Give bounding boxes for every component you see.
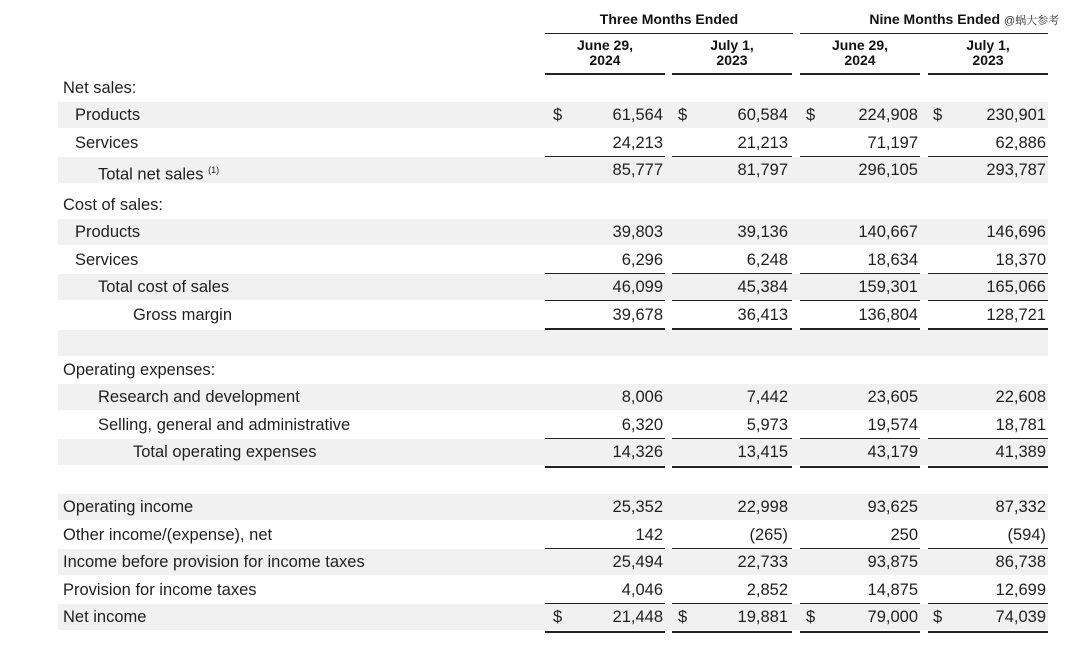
cell-value: 43,179 (867, 443, 918, 461)
cell-value: 85,777 (612, 161, 663, 179)
cell-value: (594) (1007, 526, 1046, 544)
cell-value: 224,908 (858, 106, 918, 124)
row-label: Services (75, 134, 139, 152)
col-header-4-line2: 2023 (972, 52, 1004, 68)
cell-value: 22,998 (737, 498, 788, 516)
cell-value: 296,105 (858, 161, 918, 179)
double-rule (928, 328, 1048, 330)
table-row (0, 577, 1080, 603)
currency-symbol: $ (678, 608, 688, 626)
cell-value: 74,039 (995, 608, 1046, 626)
cell-value: 19,881 (737, 608, 788, 626)
table-row (0, 604, 1080, 630)
cell-value: 146,696 (986, 223, 1046, 241)
cell-value: 165,066 (986, 278, 1046, 296)
section-label-cost-of-sales: Cost of sales: (63, 196, 163, 214)
currency-symbol: $ (806, 106, 816, 124)
double-rule (672, 328, 792, 330)
cell-value: 22,608 (995, 388, 1046, 406)
subtotal-rule (672, 300, 792, 301)
col-header-3-line2: 2024 (844, 52, 876, 68)
row-label-total-net-sales (98, 157, 219, 188)
cell-value: 41,389 (995, 443, 1046, 461)
table-row (0, 75, 1080, 101)
table-row (0, 130, 1080, 156)
subtotal-rule (928, 300, 1048, 301)
cell-value: 39,136 (737, 223, 788, 241)
cell-value: 6,296 (621, 251, 663, 269)
cell-value: 61,564 (612, 106, 663, 124)
cell-value: 8,006 (621, 388, 663, 406)
row-label: Total net sales (98, 165, 204, 184)
header-three-months: Three Months Ended (599, 11, 739, 27)
currency-symbol: $ (553, 106, 563, 124)
cell-value: 2,852 (746, 581, 788, 599)
currency-symbol: $ (678, 106, 688, 124)
cell-value: 25,494 (612, 553, 663, 571)
double-rule (800, 466, 920, 468)
col-header-2-line1: July 1, (710, 37, 754, 53)
row-label: Net income (63, 608, 147, 626)
row-label: Products (75, 223, 141, 241)
cell-value: 5,973 (746, 416, 788, 434)
table-row (0, 192, 1080, 218)
cell-value: 24,213 (612, 134, 663, 152)
cell-value: 6,248 (746, 251, 788, 269)
cell-value: 19,574 (867, 416, 918, 434)
col-header-1-line2: 2024 (589, 52, 621, 68)
cell-value: 60,584 (737, 106, 788, 124)
cell-value: 39,678 (612, 306, 663, 324)
row-label: Research and development (98, 388, 300, 406)
section-label-operating-expenses: Operating expenses: (63, 361, 216, 379)
currency-symbol: $ (933, 106, 943, 124)
double-rule (545, 328, 665, 330)
cell-value: 79,000 (867, 608, 918, 626)
col-header-1-line1: June 29, (576, 37, 634, 53)
cell-value: 128,721 (986, 306, 1046, 324)
cell-value: 93,875 (867, 553, 918, 571)
col-header-3 (800, 38, 920, 68)
table-row (0, 102, 1080, 128)
cell-value: 142 (635, 526, 663, 544)
table-row (0, 384, 1080, 410)
subtotal-rule (800, 300, 920, 301)
col-header-2 (672, 38, 792, 68)
table-row (0, 302, 1080, 328)
row-label: Other income/(expense), net (63, 526, 273, 544)
cell-value: 6,320 (621, 416, 663, 434)
cell-value: 45,384 (737, 278, 788, 296)
row-band (58, 330, 1048, 356)
table-row (0, 549, 1080, 575)
cell-value: 12,699 (995, 581, 1046, 599)
cell-value: 93,625 (867, 498, 918, 516)
row-label: Total operating expenses (133, 443, 317, 461)
table-row (0, 439, 1080, 465)
cell-value: 136,804 (858, 306, 918, 324)
cell-value: 13,415 (737, 443, 788, 461)
section-label-net-sales: Net sales: (63, 79, 137, 97)
cell-value: 22,733 (737, 553, 788, 571)
row-label: Operating income (63, 498, 194, 516)
row-label: Selling, general and administrative (98, 416, 351, 434)
header-rule-nine (800, 33, 1048, 34)
col-header-2-line2: 2023 (716, 52, 748, 68)
double-rule (545, 631, 665, 633)
cell-value: 293,787 (986, 161, 1046, 179)
table-row (0, 274, 1080, 300)
col-header-3-line1: June 29, (831, 37, 889, 53)
row-label: Services (75, 251, 139, 269)
cell-value: 81,797 (737, 161, 788, 179)
row-label: Provision for income taxes (63, 581, 257, 599)
cell-value: 4,046 (621, 581, 663, 599)
cell-value: 71,197 (867, 134, 918, 152)
cell-value: 87,332 (995, 498, 1046, 516)
double-rule (672, 631, 792, 633)
row-label: Gross margin (133, 306, 233, 324)
double-rule (800, 631, 920, 633)
cell-value: 23,605 (867, 388, 918, 406)
table-row (0, 494, 1080, 520)
header-rule-three (545, 33, 793, 34)
table-row (0, 247, 1080, 273)
row-label: Income before provision for income taxes (63, 553, 365, 571)
row-label: Products (75, 106, 141, 124)
double-rule (800, 328, 920, 330)
double-rule (928, 631, 1048, 633)
subtotal-rule (545, 300, 665, 301)
table-row (0, 157, 1080, 183)
cell-value: 62,886 (995, 134, 1046, 152)
table-row (0, 522, 1080, 548)
header-nine-months: Nine Months Ended (869, 11, 1000, 27)
row-label: Total cost of sales (98, 278, 230, 296)
cell-value: 36,413 (737, 306, 788, 324)
col-header-1 (545, 38, 665, 68)
cell-value: 86,738 (995, 553, 1046, 571)
cell-value: 46,099 (612, 278, 663, 296)
table-row (0, 219, 1080, 245)
cell-value: 21,448 (612, 608, 663, 626)
cell-value: (265) (749, 526, 788, 544)
cell-value: 14,875 (867, 581, 918, 599)
cell-value: 140,667 (858, 223, 918, 241)
double-rule (928, 466, 1048, 468)
currency-symbol: $ (933, 608, 943, 626)
footnote-marker: (1) (208, 165, 220, 175)
table-row (0, 412, 1080, 438)
watermark: @蜗大参考 (1004, 15, 1060, 27)
cell-value: 14,326 (612, 443, 663, 461)
double-rule (545, 466, 665, 468)
double-rule (672, 466, 792, 468)
cell-value: 18,781 (995, 416, 1046, 434)
cell-value: 18,634 (867, 251, 918, 269)
cell-value: 21,213 (737, 134, 788, 152)
cell-value: 159,301 (858, 278, 918, 296)
col-header-4-line1: July 1, (966, 37, 1010, 53)
currency-symbol: $ (553, 608, 563, 626)
cell-value: 230,901 (986, 106, 1046, 124)
cell-value: 250 (890, 526, 918, 544)
cell-value: 18,370 (995, 251, 1046, 269)
col-header-4 (928, 38, 1048, 68)
currency-symbol: $ (806, 608, 816, 626)
cell-value: 7,442 (746, 388, 788, 406)
table-row (0, 357, 1080, 383)
cell-value: 25,352 (612, 498, 663, 516)
cell-value: 39,803 (612, 223, 663, 241)
